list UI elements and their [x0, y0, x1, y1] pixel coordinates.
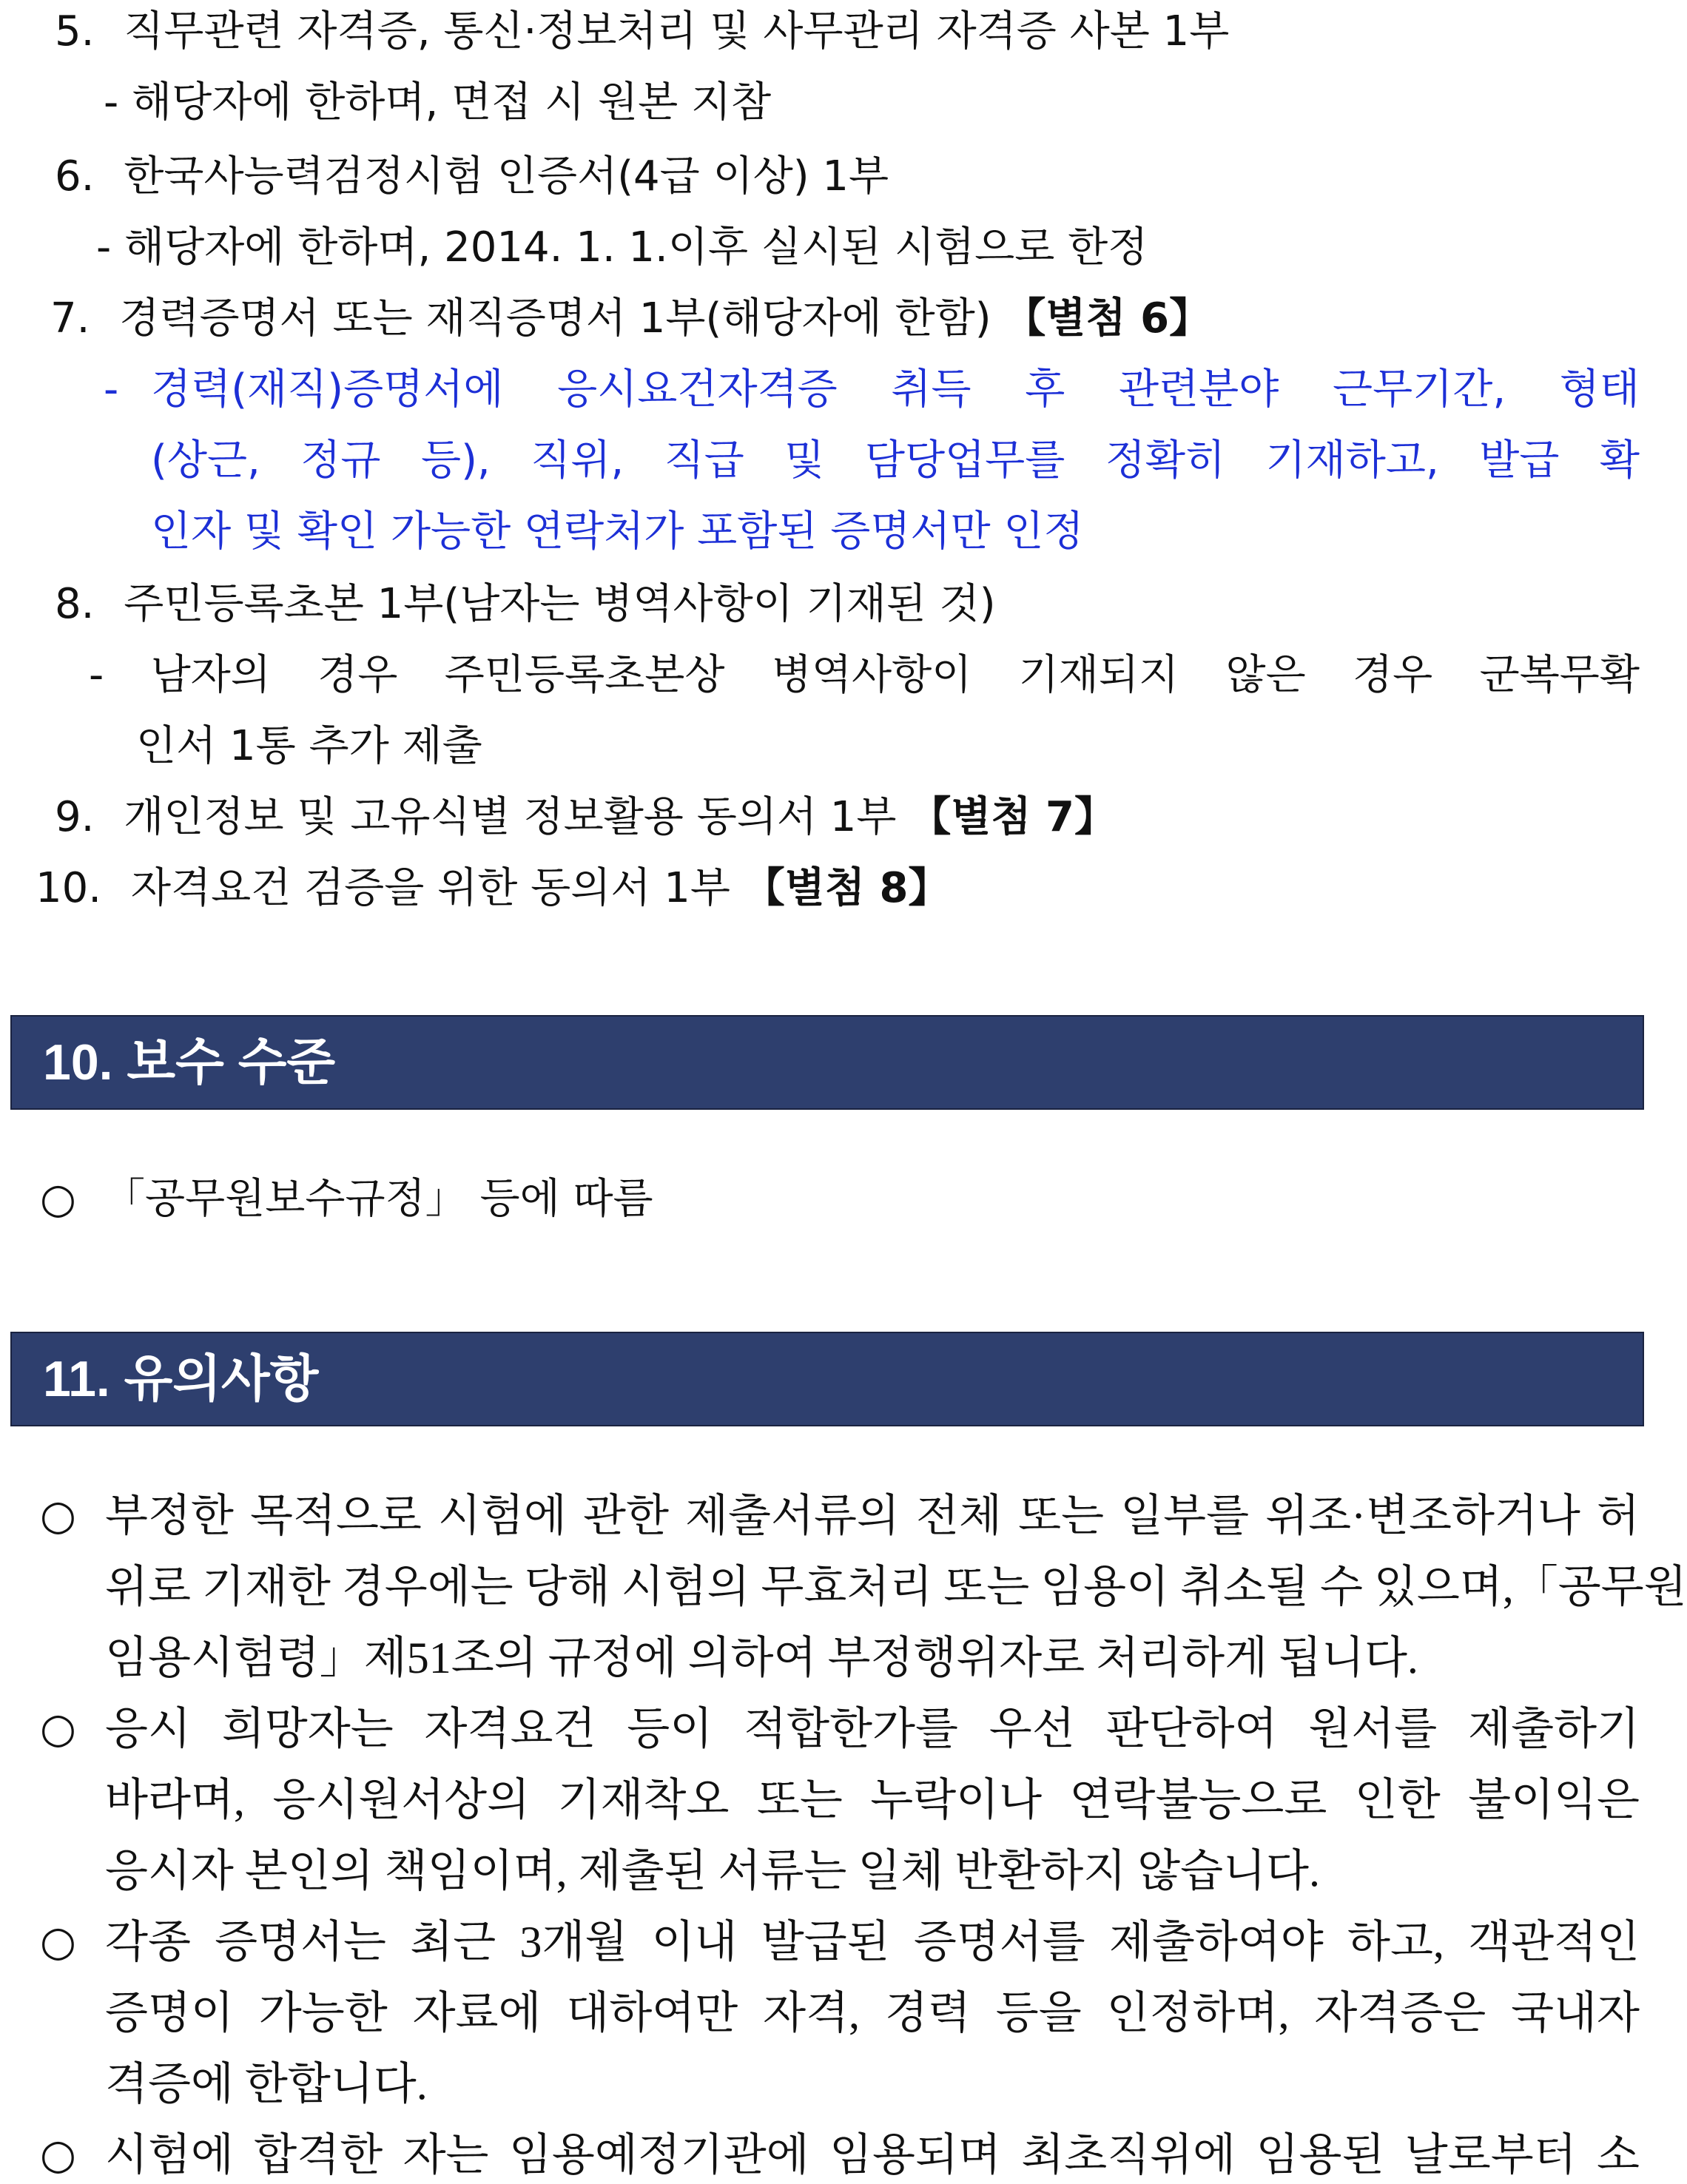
item-note-line: 경력(재직)증명서에 응시요건자격증 취득 후 관련분야 근무기간, 형태: [151, 365, 1640, 414]
notice-line: 증명이 가능한 자료에 대하여만 자격, 경력 등을 인정하며, 자격증은 국내자: [105, 1989, 1640, 2038]
notice-line: 위로 기재한 경우에는 당해 시험의 무효처리 또는 임용이 취소될 수 있으며,「공무원: [105, 1563, 1687, 1611]
item-text: 개인정보 및 고유식별 정보활용 동의서 1부: [124, 793, 897, 841]
section-text: 「공무원보수규정」 등에 따름: [104, 1175, 653, 1223]
notice-line: 바라며, 응시원서상의 기재착오 또는 누락이나 연락불능으로 인한 불이익은: [105, 1776, 1640, 1824]
section-title: 10. 보수 수준: [43, 1034, 336, 1091]
list-item-6: [55, 151, 889, 203]
item-text: 직무관련 자격증, 통신·정보처리 및 사무관리 자격증 사본 1부: [124, 7, 1230, 55]
section-header-11: [10, 1332, 1644, 1426]
list-item-7: [50, 293, 1210, 345]
item-note-line: 인자 및 확인 가능한 연락처가 포함된 증명서만 인정: [151, 508, 1084, 556]
item-text: 자격요건 검증을 위한 동의서 1부: [130, 864, 730, 912]
section-title: 11. 유의사항: [43, 1351, 319, 1407]
item-note-line: (상근, 정규 등), 직위, 직급 및 담당업무를 정확히 기재하고, 발급 확: [151, 437, 1640, 485]
list-item-9: [55, 792, 1116, 843]
bullet-circle: ○: [40, 1175, 76, 1223]
notice-line: 시험에 합격한 자는 임용예정기관에 임용되며 최초직위에 임용된 날로부터 소: [105, 2131, 1640, 2180]
list-item-8: [55, 579, 996, 630]
item-note: - 해당자에 한하며, 면접 시 원본 지참: [104, 78, 772, 127]
item-text: 한국사능력검정시험 인증서(4급 이상) 1부: [124, 152, 889, 200]
list-item-10: [36, 863, 949, 914]
notice-line: 부정한 목적으로 시험에 관한 제출서류의 전체 또는 일부를 위조·변조하거나 허: [105, 1492, 1640, 1540]
item-text: 주민등록초본 1부(남자는 병역사항이 기재된 것): [124, 580, 996, 628]
section-header-10: [10, 1015, 1644, 1110]
bullet-circle: ○: [40, 1705, 76, 1753]
attachment-ref: 【별첨 8】: [743, 864, 950, 912]
item-note-line: 인서 1통 추가 제출: [136, 722, 482, 770]
item-number: 6.: [55, 152, 95, 200]
notice-line: 응시 희망자는 자격요건 등이 적합한가를 우선 판단하여 원서를 제출하기: [105, 1705, 1640, 1753]
bullet-circle: ○: [40, 1918, 76, 1966]
item-note-dash: -: [104, 365, 119, 414]
bullet-circle: ○: [40, 1492, 76, 1540]
notice-line: 임용시험령」제51조의 규정에 의하여 부정행위자로 처리하게 됩니다.: [105, 1634, 1418, 1682]
item-number: 5.: [55, 7, 95, 55]
attachment-ref: 【별첨 7】: [909, 793, 1116, 841]
bullet-circle: ○: [40, 2131, 76, 2179]
item-number: 9.: [55, 793, 95, 841]
attachment-ref: 【별첨 6】: [1004, 294, 1211, 343]
notice-line: 응시자 본인의 책임이며, 제출된 서류는 일체 반환하지 않습니다.: [105, 1847, 1320, 1895]
item-number: 8.: [55, 580, 95, 628]
notice-line: 각종 증명서는 최근 3개월 이내 발급된 증명서를 제출하여야 하고, 객관적인: [105, 1918, 1640, 1966]
item-note-line: - 남자의 경우 주민등록초본상 병역사항이 기재되지 않은 경우 군복무확: [89, 651, 1640, 699]
item-text: 경력증명서 또는 재직증명서 1부(해당자에 한함): [119, 294, 991, 343]
list-item-5: [55, 6, 1229, 58]
item-note: - 해당자에 한하며, 2014. 1. 1.이후 실시된 시험으로 한정: [96, 223, 1148, 272]
item-number: 10.: [36, 864, 102, 912]
item-number: 7.: [50, 294, 90, 343]
notice-line: 격증에 한합니다.: [105, 2060, 428, 2109]
